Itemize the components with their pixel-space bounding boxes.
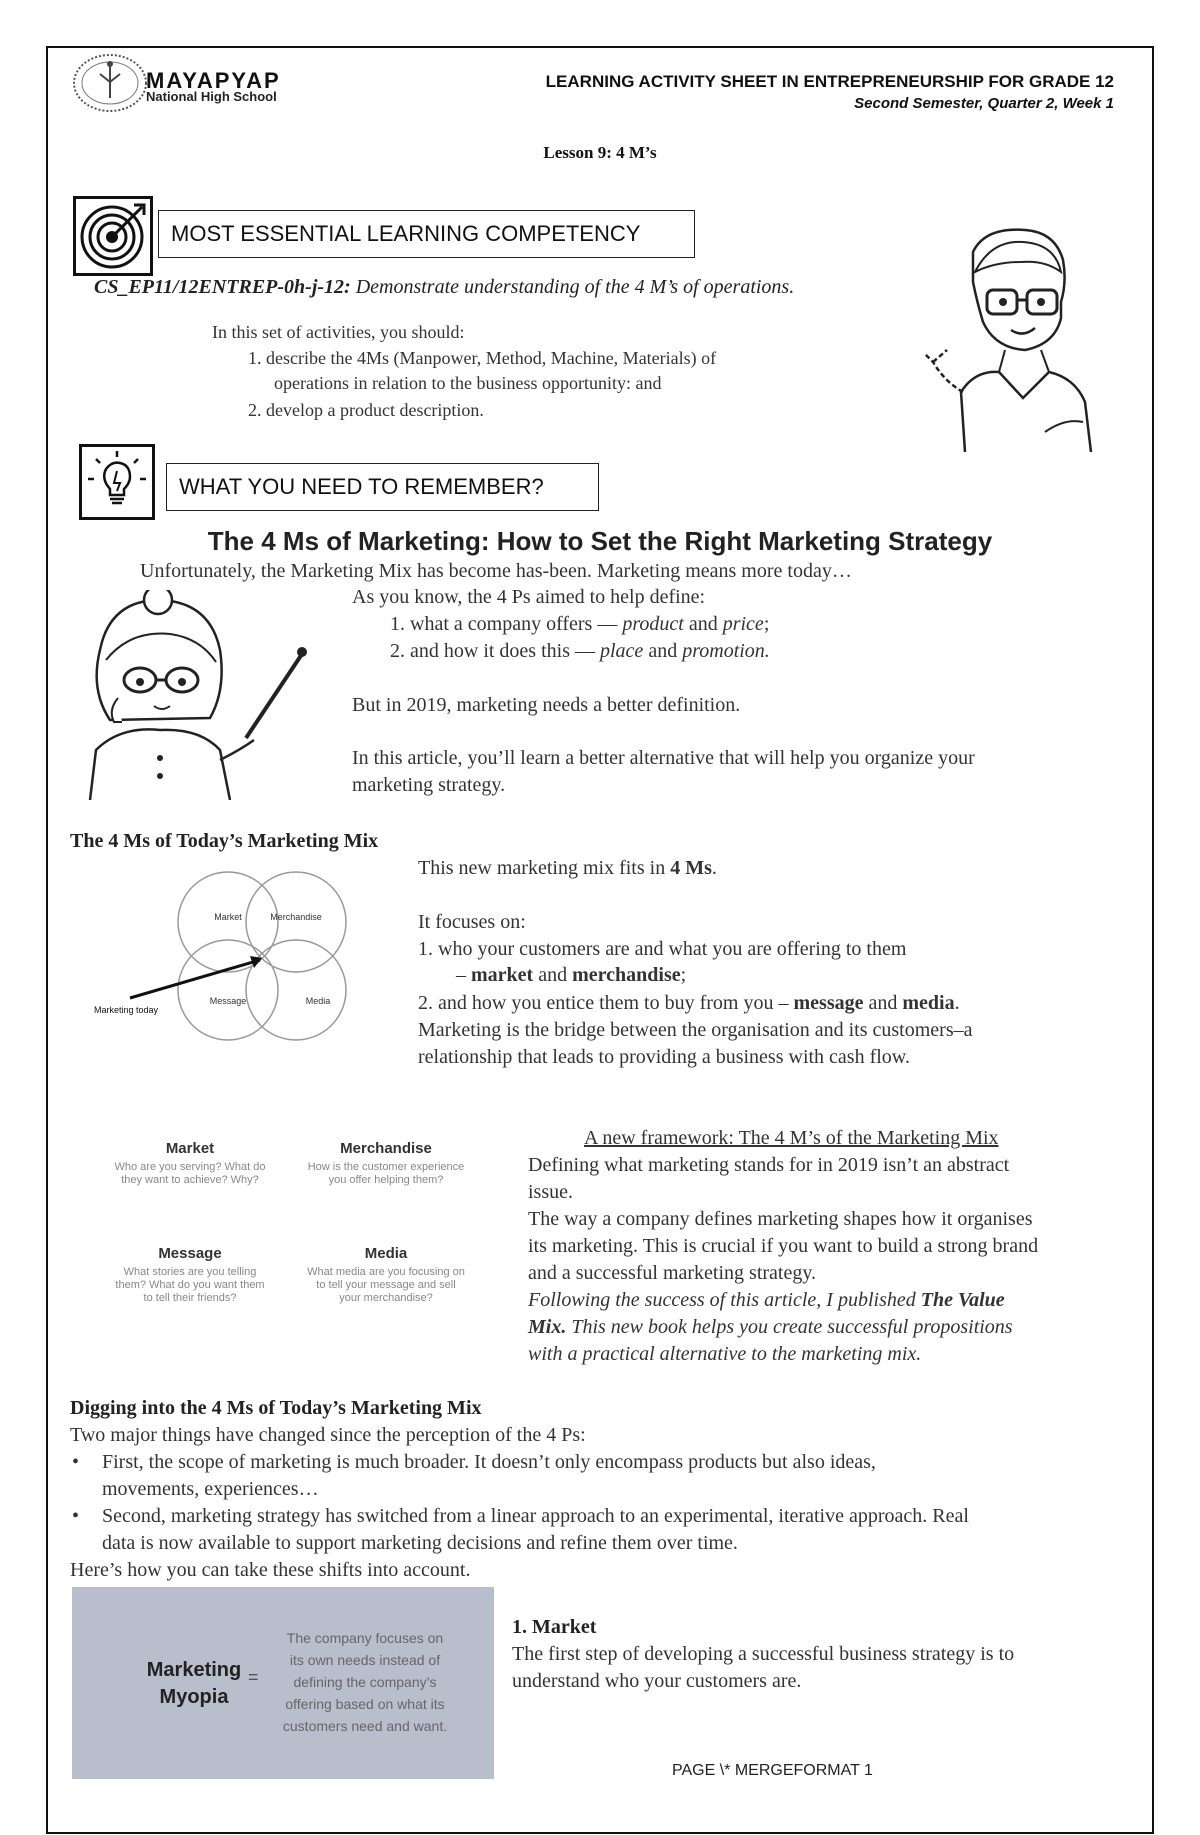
mix-item-1: 1. who your customers are and what you are offering to them [418,938,907,960]
bullet-dot-2: • [72,1505,80,1527]
framework-p2-cont: its marketing. This is crucial if you want to build a strong brand [528,1235,1039,1257]
article-p1: Unfortunately, the Marketing Mix has become has-been. Marketing means more today… [140,560,852,582]
venn-diagram [90,870,380,1050]
venn-arrow-label: Marketing today [94,1005,159,1015]
framework-p3: Following the success of this article, I published The Value [528,1289,1005,1311]
sheet-title: LEARNING ACTIVITY SHEET IN ENTREPRENEURSHIP FOR GRADE 12 [545,72,1114,91]
digging-p2: Here’s how you can take these shifts into account. [70,1559,471,1581]
page-footer: PAGE \* MERGEFORMAT 1 [672,1762,873,1779]
school-name: MAYAPYAP [146,68,281,93]
framework-p3-cont2: with a practical alternative to the marketing mix. [528,1343,922,1365]
mix-item-1-cont: – market and merchandise; [456,964,687,986]
teacher-woman-illustration [70,590,330,800]
competency-text: Demonstrate understanding of the 4 M’s of operations. [350,276,795,298]
mix-item-2: 2. and how you entice them to buy from you – message and media. [418,992,960,1014]
framework-cell-media: Media What media are you focusing on to tell your message and sell your merchandise? [307,1245,465,1304]
market-p1-cont: understand who your customers are. [512,1670,802,1692]
framework-p1-cont: issue. [528,1181,573,1203]
lightbulb-icon [82,447,152,517]
digging-bullet-1: First, the scope of marketing is much broader. It doesn’t only encompass products but also ideas, [102,1451,876,1473]
market-heading: 1. Market [512,1616,597,1638]
venn-circle-merchandise [246,872,346,972]
article-p4-cont: marketing strategy. [352,774,506,796]
framework-cell-merchandise: Merchandise How is the customer experience you offer helping them? [307,1140,465,1186]
market-p1: The first step of developing a successful business strategy is to [512,1643,1015,1665]
digging-bullet-2-cont: data is now available to support marketing decisions and refine them over time. [102,1532,738,1554]
school-seal-icon [70,52,150,114]
target-icon [76,199,150,273]
target-icon-box [73,196,153,276]
article-p4: In this article, you’ll learn a better alternative that will help you organize your [352,747,975,769]
mix-p3: Marketing is the bridge between the organisation and its customers–a [418,1019,973,1041]
article-p3: But in 2019, marketing needs a better definition. [352,694,741,716]
teacher-man-illustration [925,222,1105,452]
mix-p2: It focuses on: [418,911,526,933]
bullet-dot-1: • [72,1451,80,1473]
competency-code: CS_EP11/12ENTREP-0h-j-12: [94,276,351,298]
framework-p2-cont2: and a successful marketing strategy. [528,1262,817,1284]
competency-statement [94,276,794,299]
competency-item-2: 2. develop a product description. [248,400,484,420]
competency-banner: MOST ESSENTIAL LEARNING COMPETENCY [158,210,695,258]
mix-p1: This new marketing mix fits in 4 Ms. [418,857,717,879]
sheet-subtitle: Second Semester, Quarter 2, Week 1 [854,95,1114,112]
venn-circle-market [178,872,278,972]
school-subtitle: National High School [146,89,277,104]
venn-label-market: Market [214,912,242,922]
mix-heading: The 4 Ms of Today’s Marketing Mix [70,830,379,852]
venn-label-message: Message [209,996,247,1006]
digging-heading: Digging into the 4 Ms of Today’s Marketing Mix [70,1397,482,1419]
framework-p3-cont: Mix. This new book helps you create successful propositions [528,1316,1013,1338]
framework-heading: A new framework: The 4 M’s of the Marketing Mix [584,1127,999,1149]
competency-item-1-cont: operations in relation to the business opportunity: and [274,373,662,393]
lightbulb-icon-box [79,444,155,520]
venn-label-merchandise: Merchandise [270,912,322,922]
framework-p1: Defining what marketing stands for in 2019 isn’t an abstract [528,1154,1010,1176]
ps-item-2: 2. and how it does this — place and promotion. [390,640,770,662]
myopia-equals: = [248,1667,259,1687]
framework-p2: The way a company defines marketing shapes how it organises [528,1208,1033,1230]
framework-cell-message: Message What stories are you telling them? What do you want them to tell their friends? [115,1245,265,1304]
marketing-myopia-card [72,1587,494,1779]
lesson-title: Lesson 9: 4 M’s [543,143,657,162]
mix-p3-cont: relationship that leads to providing a business with cash flow. [418,1046,910,1068]
remember-banner: WHAT YOU NEED TO REMEMBER? [166,463,599,511]
venn-arrow [130,960,260,998]
competency-item-1: 1. describe the 4Ms (Manpower, Method, Machine, Materials) of [248,348,717,368]
article-title: The 4 Ms of Marketing: How to Set the Right Marketing Strategy [207,526,993,556]
myopia-term: Marketing Myopia [146,1659,242,1708]
article-p2: As you know, the 4 Ps aimed to help define: [352,586,706,608]
digging-bullet-1-cont: movements, experiences… [102,1478,319,1500]
venn-circle-message [178,940,278,1040]
venn-circle-media [246,940,346,1040]
venn-label-media: Media [305,996,331,1006]
framework-cell-market: Market Who are you serving? What do they want to achieve? Why? [114,1140,266,1186]
digging-p1: Two major things have changed since the perception of the 4 Ps: [70,1424,586,1446]
competency-intro: In this set of activities, you should: [212,322,465,342]
ps-item-1: 1. what a company offers — product and price; [390,613,770,635]
myopia-definition: The company focuses on its own needs instead of defining the company’s offering based on what its customers need and want. [282,1630,448,1734]
digging-bullet-2: Second, marketing strategy has switched from a linear approach to an experimental, iterative approach. Real [102,1505,969,1527]
